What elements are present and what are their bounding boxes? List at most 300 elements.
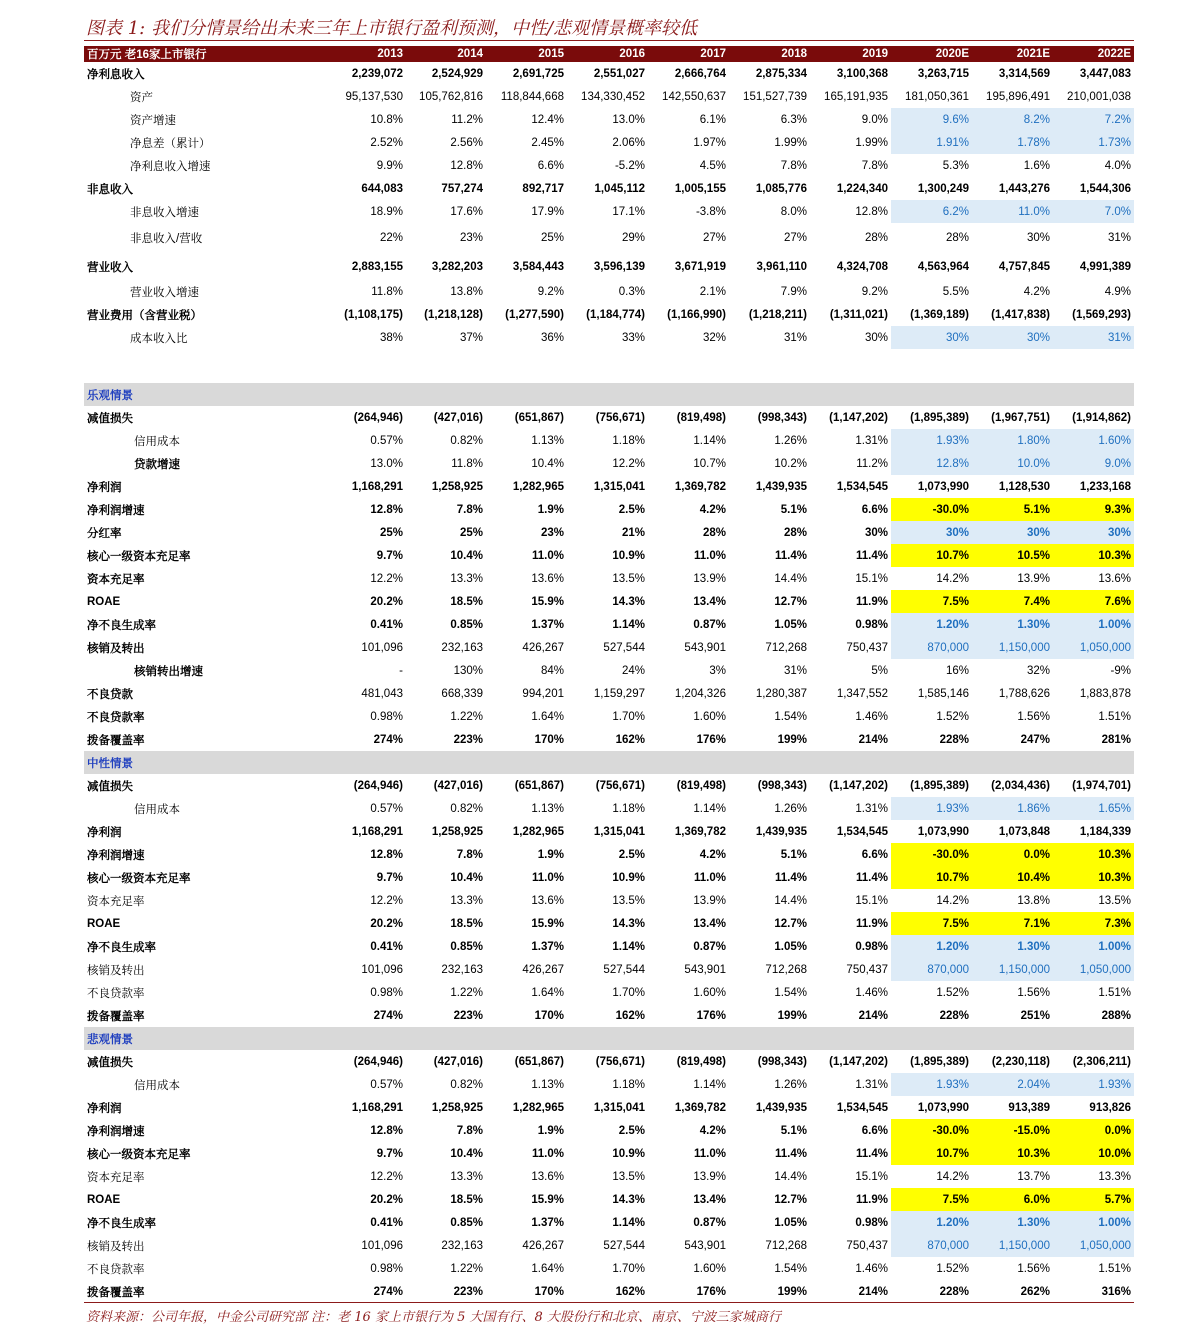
- cell-value: (1,166,990): [667, 308, 726, 321]
- cell-value: -5.2%: [614, 159, 645, 172]
- cell-value: 31%: [783, 331, 807, 344]
- cell-value: 12.8%: [370, 848, 403, 861]
- cell-value: 6.6%: [861, 503, 888, 516]
- cell-value: 223%: [453, 1009, 483, 1022]
- cell-value: 7.9%: [780, 285, 807, 298]
- cell-value: 1.31%: [855, 802, 888, 815]
- cell-value: 24%: [621, 664, 645, 677]
- table-row: [84, 280, 1134, 303]
- row-label: 减值损失: [87, 412, 133, 425]
- cell-value: 9.0%: [861, 113, 888, 126]
- cell-value: 10.3%: [1053, 843, 1134, 866]
- source-note: 资料来源：公司年报，中金公司研究部 注：老 16 家上市银行为 5 大国有行、8 大股份行和北京、南京、宁波三家城商行: [86, 1310, 781, 1325]
- cell-value: 1.91%: [891, 131, 972, 154]
- cell-value: 15.1%: [855, 1170, 888, 1183]
- cell-value: 1,315,041: [593, 1101, 645, 1114]
- cell-value: (427,016): [433, 1055, 483, 1068]
- cell-value: 170%: [534, 733, 564, 746]
- cell-value: (2,306,211): [1072, 1055, 1131, 1068]
- cell-value: 1,315,041: [593, 825, 645, 838]
- cell-value: 2,551,027: [593, 67, 645, 80]
- cell-value: 1,369,782: [674, 1101, 726, 1114]
- cell-value: 0.87%: [693, 940, 726, 953]
- cell-value: [486, 349, 567, 383]
- cell-value: 1.97%: [693, 136, 726, 149]
- cell-value: 14.3%: [612, 595, 645, 608]
- cell-value: 1.93%: [1053, 1073, 1134, 1096]
- cell-value: 1,282,965: [512, 825, 564, 838]
- cell-value: 1,168,291: [351, 825, 403, 838]
- cell-value: 13.0%: [370, 457, 403, 470]
- cell-value: 10.9%: [612, 871, 645, 884]
- cell-value: 7.8%: [780, 159, 807, 172]
- cell-value: 11.9%: [856, 1193, 888, 1206]
- row-label: 资产: [130, 91, 153, 104]
- cell-value: 2.04%: [972, 1073, 1053, 1096]
- cell-value: 1.9%: [537, 848, 564, 861]
- cell-value: 0.85%: [450, 1216, 483, 1229]
- cell-value: 1.46%: [855, 986, 888, 999]
- cell-value: 9.7%: [376, 1147, 403, 1160]
- cell-value: 1.14%: [612, 940, 645, 953]
- row-label: 拨备覆盖率: [87, 734, 145, 747]
- cell-value: 1,585,146: [917, 687, 969, 700]
- cell-value: 11.4%: [775, 1147, 807, 1160]
- cell-value: 1.70%: [612, 986, 645, 999]
- cell-value: 316%: [1101, 1285, 1131, 1298]
- cell-value: 0.41%: [370, 618, 403, 631]
- cell-value: 1.14%: [693, 434, 726, 447]
- cell-value: -3.8%: [695, 205, 726, 218]
- cell-value: 31%: [1107, 232, 1131, 244]
- table-row: [84, 1073, 1134, 1096]
- cell-value: [648, 349, 729, 383]
- cell-value: 913,826: [1089, 1101, 1131, 1114]
- cell-value: 95,137,530: [345, 90, 403, 103]
- cell-value: 870,000: [891, 636, 972, 659]
- cell-value: 0.41%: [370, 940, 403, 953]
- cell-value: 13.3%: [450, 1170, 483, 1183]
- cell-value: 1,282,965: [512, 1101, 564, 1114]
- cell-value: 13.5%: [612, 572, 645, 585]
- cell-value: 12.2%: [370, 572, 403, 585]
- cell-value: 12.7%: [774, 595, 807, 608]
- cell-value: 151,527,739: [743, 90, 807, 103]
- cell-value: 18.9%: [370, 205, 403, 218]
- table-row: [84, 1119, 1134, 1142]
- cell-value: 1.70%: [612, 710, 645, 723]
- cell-value: 13.3%: [450, 894, 483, 907]
- cell-value: 30%: [972, 326, 1053, 349]
- cell-value: (1,184,774): [586, 308, 645, 321]
- cell-value: 2,883,155: [351, 260, 403, 273]
- row-label: 核心一级资本充足率: [87, 872, 191, 885]
- cell-value: 12.8%: [855, 205, 888, 218]
- cell-value: 7.2%: [1053, 108, 1134, 131]
- cell-value: 3,282,203: [431, 260, 483, 273]
- cell-value: 16%: [945, 664, 969, 677]
- cell-value: 1.05%: [774, 1216, 807, 1229]
- row-label: ROAE: [87, 1193, 121, 1206]
- cell-value: 223%: [453, 733, 483, 746]
- cell-value: 3%: [709, 664, 726, 677]
- cell-value: 29%: [621, 232, 645, 244]
- cell-value: 1.64%: [531, 710, 564, 723]
- cell-value: 1.46%: [855, 1262, 888, 1275]
- cell-value: 33%: [621, 331, 645, 344]
- cell-value: 232,163: [441, 1239, 483, 1252]
- cell-value: (1,974,701): [1072, 779, 1131, 792]
- cell-value: (1,218,211): [748, 308, 807, 321]
- header-year: 2016: [567, 46, 648, 62]
- header-year: 2020E: [891, 46, 972, 62]
- cell-value: 1,347,552: [836, 687, 888, 700]
- table-row: [84, 613, 1134, 636]
- cell-value: 130%: [453, 664, 483, 677]
- cell-value: 1,258,925: [431, 1101, 483, 1114]
- cell-value: 28%: [783, 526, 807, 539]
- section-title: 中性情景: [84, 751, 1134, 774]
- cell-value: 712,268: [765, 1239, 807, 1252]
- row-label: 核销及转出: [87, 964, 145, 977]
- cell-value: 1,300,249: [917, 182, 969, 195]
- cell-value: 2.56%: [450, 136, 483, 149]
- cell-value: 12.8%: [370, 1124, 403, 1137]
- row-label: 非息收入/营收: [130, 233, 203, 245]
- cell-value: 251%: [1020, 1009, 1050, 1022]
- cell-value: 13.8%: [1017, 894, 1050, 907]
- cell-value: 1.26%: [774, 434, 807, 447]
- cell-value: 481,043: [361, 687, 403, 700]
- cell-value: 6.6%: [537, 159, 564, 172]
- cell-value: 1,150,000: [972, 1234, 1053, 1257]
- cell-value: 11.4%: [775, 549, 807, 562]
- cell-value: 13.9%: [1017, 572, 1050, 585]
- row-label: 资本充足率: [87, 573, 145, 586]
- cell-value: (1,417,838): [991, 308, 1050, 321]
- cell-value: 3,447,083: [1079, 67, 1131, 80]
- cell-value: 84%: [540, 664, 564, 677]
- cell-value: 1.20%: [891, 1211, 972, 1234]
- cell-value: (1,967,751): [991, 411, 1050, 424]
- cell-value: 1.60%: [693, 1262, 726, 1275]
- cell-value: 1,184,339: [1079, 825, 1131, 838]
- cell-value: -30.0%: [891, 843, 972, 866]
- cell-value: 0.85%: [450, 618, 483, 631]
- cell-value: 3,100,368: [836, 67, 888, 80]
- cell-value: 10.4%: [450, 871, 483, 884]
- cell-value: 13.8%: [450, 285, 483, 298]
- cell-value: 21%: [621, 526, 645, 539]
- cell-value: 12.7%: [774, 1193, 807, 1206]
- cell-value: 30%: [864, 526, 888, 539]
- cell-value: 13.7%: [1017, 1170, 1050, 1183]
- cell-value: 15.1%: [855, 894, 888, 907]
- table-row: [84, 1004, 1134, 1027]
- cell-value: (264,946): [353, 411, 403, 424]
- cell-value: 214%: [858, 1285, 888, 1298]
- cell-value: 12.8%: [891, 452, 972, 475]
- cell-value: 1.99%: [855, 136, 888, 149]
- cell-value: 4.2%: [699, 848, 726, 861]
- cell-value: 1,282,965: [512, 480, 564, 493]
- cell-value: 30%: [864, 331, 888, 344]
- row-label: 营业收入: [87, 261, 133, 274]
- cell-value: (1,914,862): [1072, 411, 1131, 424]
- cell-value: 11.9%: [856, 917, 888, 930]
- cell-value: (1,369,189): [910, 308, 969, 321]
- cell-value: 30%: [1026, 232, 1050, 244]
- cell-value: 5.1%: [780, 848, 807, 861]
- cell-value: 1.70%: [612, 1262, 645, 1275]
- cell-value: 1,073,990: [917, 480, 969, 493]
- cell-value: 17.9%: [531, 205, 564, 218]
- row-label: 净利润: [87, 1102, 122, 1115]
- cell-value: 1.52%: [936, 1262, 969, 1275]
- cell-value: 11.2%: [856, 457, 888, 470]
- cell-value: 1.30%: [972, 613, 1053, 636]
- cell-value: 1.64%: [531, 986, 564, 999]
- cell-value: 712,268: [765, 641, 807, 654]
- table-row: [84, 1165, 1134, 1188]
- cell-value: 13.3%: [450, 572, 483, 585]
- cell-value: 12.4%: [531, 113, 564, 126]
- table-row: [84, 326, 1134, 349]
- cell-value: 4.2%: [699, 503, 726, 516]
- cell-value: 176%: [696, 733, 726, 746]
- cell-value: 2,666,764: [674, 67, 726, 80]
- table-row: [84, 1096, 1134, 1119]
- cell-value: 11.0%: [532, 549, 564, 562]
- cell-value: 134,330,452: [581, 90, 645, 103]
- row-label: 不良贷款率: [87, 711, 145, 724]
- cell-value: (651,867): [514, 779, 564, 792]
- cell-value: 32%: [702, 331, 726, 344]
- cell-value: 14.2%: [936, 894, 969, 907]
- table-row: [84, 705, 1134, 728]
- table-row: [84, 866, 1134, 889]
- cell-value: 0.0%: [972, 843, 1053, 866]
- cell-value: 1,085,776: [755, 182, 807, 195]
- header-year: 2022E: [1053, 46, 1134, 62]
- cell-value: 11.0%: [532, 871, 564, 884]
- row-label: 核心一级资本充足率: [87, 1148, 191, 1161]
- cell-value: 10.0%: [1053, 1142, 1134, 1165]
- cell-value: 101,096: [361, 1239, 403, 1252]
- cell-value: 20.2%: [370, 917, 403, 930]
- cell-value: 543,901: [684, 641, 726, 654]
- cell-value: 11.2%: [451, 113, 483, 126]
- header-year: 2018: [729, 46, 810, 62]
- cell-value: 2.06%: [612, 136, 645, 149]
- cell-value: 18.5%: [450, 1193, 483, 1206]
- cell-value: 1.13%: [531, 1078, 564, 1091]
- cell-value: 1.37%: [531, 940, 564, 953]
- cell-value: 1.6%: [1023, 159, 1050, 172]
- cell-value: (819,498): [676, 411, 726, 424]
- cell-value: 11.4%: [856, 549, 888, 562]
- cell-value: 0.82%: [450, 1078, 483, 1091]
- cell-value: 13.6%: [1098, 572, 1131, 585]
- row-label: 净利润增速: [87, 504, 145, 517]
- table-row: [84, 567, 1134, 590]
- cell-value: 543,901: [684, 1239, 726, 1252]
- cell-value: (264,946): [353, 1055, 403, 1068]
- cell-value: 176%: [696, 1285, 726, 1298]
- cell-value: 10.9%: [612, 1147, 645, 1160]
- cell-value: 9.0%: [1053, 452, 1134, 475]
- row-label: 核心一级资本充足率: [87, 550, 191, 563]
- cell-value: 7.4%: [972, 590, 1053, 613]
- cell-value: 11.9%: [856, 595, 888, 608]
- row-label: 净利息收入: [87, 68, 145, 81]
- cell-value: 13.6%: [531, 1170, 564, 1183]
- table-row: [84, 108, 1134, 131]
- cell-value: 11.0%: [694, 549, 726, 562]
- cell-value: 1.05%: [774, 618, 807, 631]
- cell-value: 0.98%: [855, 940, 888, 953]
- table-row: [84, 1142, 1134, 1165]
- cell-value: 3,584,443: [512, 260, 564, 273]
- cell-value: 1.65%: [1053, 797, 1134, 820]
- cell-value: 0.98%: [855, 618, 888, 631]
- cell-value: 7.5%: [891, 590, 972, 613]
- header-year: 2021E: [972, 46, 1053, 62]
- table-row: [84, 1280, 1134, 1303]
- cell-value: 25%: [379, 526, 403, 539]
- cell-value: 12.2%: [612, 457, 645, 470]
- cell-value: 1.20%: [891, 935, 972, 958]
- cell-value: 13.5%: [612, 894, 645, 907]
- cell-value: 5.1%: [780, 1124, 807, 1137]
- cell-value: 162%: [615, 1285, 645, 1298]
- cell-value: 7.8%: [456, 848, 483, 861]
- cell-value: 214%: [858, 1009, 888, 1022]
- cell-value: 644,083: [361, 182, 403, 195]
- cell-value: 4.9%: [1104, 285, 1131, 298]
- cell-value: 1,005,155: [674, 182, 726, 195]
- cell-value: 2,691,725: [512, 67, 564, 80]
- cell-value: 105,762,816: [419, 90, 483, 103]
- cell-value: 228%: [939, 1285, 969, 1298]
- cell-value: [1053, 349, 1134, 383]
- cell-value: 0.98%: [370, 986, 403, 999]
- cell-value: 7.1%: [972, 912, 1053, 935]
- cell-value: 1,443,276: [998, 182, 1050, 195]
- cell-value: (819,498): [676, 779, 726, 792]
- cell-value: 9.7%: [376, 549, 403, 562]
- cell-value: 1.00%: [1053, 613, 1134, 636]
- cell-value: 6.6%: [861, 848, 888, 861]
- row-label: 成本收入比: [130, 332, 188, 345]
- row-label: 净利润: [87, 826, 122, 839]
- cell-value: 162%: [615, 1009, 645, 1022]
- cell-value: 14.2%: [936, 572, 969, 585]
- cell-value: 1.00%: [1053, 1211, 1134, 1234]
- table-row: [84, 429, 1134, 452]
- cell-value: 11.4%: [775, 871, 807, 884]
- cell-value: 10.9%: [612, 549, 645, 562]
- cell-value: 1.46%: [855, 710, 888, 723]
- cell-value: (998,343): [757, 411, 807, 424]
- cell-value: 1.31%: [855, 434, 888, 447]
- cell-value: 10.8%: [370, 113, 403, 126]
- cell-value: 11.0%: [532, 1147, 564, 1160]
- header-year: 2017: [648, 46, 729, 62]
- table-row: [84, 200, 1134, 223]
- cell-value: 181,050,361: [905, 90, 969, 103]
- cell-value: 1,073,848: [998, 825, 1050, 838]
- row-label: 核销转出增速: [134, 665, 203, 678]
- cell-value: 170%: [534, 1285, 564, 1298]
- cell-value: 3,671,919: [674, 260, 726, 273]
- cell-value: 274%: [373, 733, 403, 746]
- cell-value: 0.82%: [450, 434, 483, 447]
- cell-value: 1.51%: [1098, 710, 1131, 723]
- cell-value: 10.5%: [972, 544, 1053, 567]
- cell-value: 274%: [373, 1285, 403, 1298]
- cell-value: -: [399, 664, 403, 677]
- cell-value: (1,311,021): [829, 308, 888, 321]
- cell-value: 10.7%: [693, 457, 726, 470]
- row-label: 不良贷款: [87, 688, 133, 701]
- cell-value: (651,867): [514, 411, 564, 424]
- header-year: 2019: [810, 46, 891, 62]
- cell-value: [567, 349, 648, 383]
- row-label: 拨备覆盖率: [87, 1010, 145, 1023]
- cell-value: 13.6%: [531, 894, 564, 907]
- cell-value: 1,534,545: [836, 480, 888, 493]
- cell-value: (819,498): [676, 1055, 726, 1068]
- table-row: [84, 349, 1134, 383]
- cell-value: 30%: [891, 521, 972, 544]
- source-divider: [84, 1302, 1134, 1303]
- table-row: [84, 843, 1134, 866]
- cell-value: 20.2%: [370, 1193, 403, 1206]
- cell-value: 13.5%: [612, 1170, 645, 1183]
- cell-value: 281%: [1101, 733, 1131, 746]
- table-row: [84, 253, 1134, 280]
- cell-value: 750,437: [846, 963, 888, 976]
- cell-value: 1.51%: [1098, 986, 1131, 999]
- section-title: 乐观情景: [84, 383, 1134, 406]
- cell-value: 13.5%: [1098, 894, 1131, 907]
- cell-value: 1.37%: [531, 618, 564, 631]
- cell-value: 13.9%: [693, 572, 726, 585]
- cell-value: 4.2%: [1023, 285, 1050, 298]
- cell-value: 11.8%: [371, 285, 403, 298]
- cell-value: 668,339: [441, 687, 483, 700]
- cell-value: 892,717: [522, 182, 564, 195]
- cell-value: 1.30%: [972, 935, 1053, 958]
- cell-value: 1.30%: [972, 1211, 1053, 1234]
- cell-value: 1,258,925: [431, 825, 483, 838]
- cell-value: 1.52%: [936, 986, 969, 999]
- cell-value: 1.13%: [531, 802, 564, 815]
- table-row: [84, 820, 1134, 843]
- cell-value: 1.93%: [891, 429, 972, 452]
- table-row: [84, 498, 1134, 521]
- cell-value: 3,596,139: [593, 260, 645, 273]
- cell-value: (1,277,590): [505, 308, 564, 321]
- table-row: [84, 62, 1134, 85]
- table-row: [84, 1257, 1134, 1280]
- row-label: 资本充足率: [87, 1171, 145, 1184]
- cell-value: 7.8%: [456, 503, 483, 516]
- cell-value: 12.8%: [370, 503, 403, 516]
- cell-value: 6.0%: [972, 1188, 1053, 1211]
- cell-value: 527,544: [603, 963, 645, 976]
